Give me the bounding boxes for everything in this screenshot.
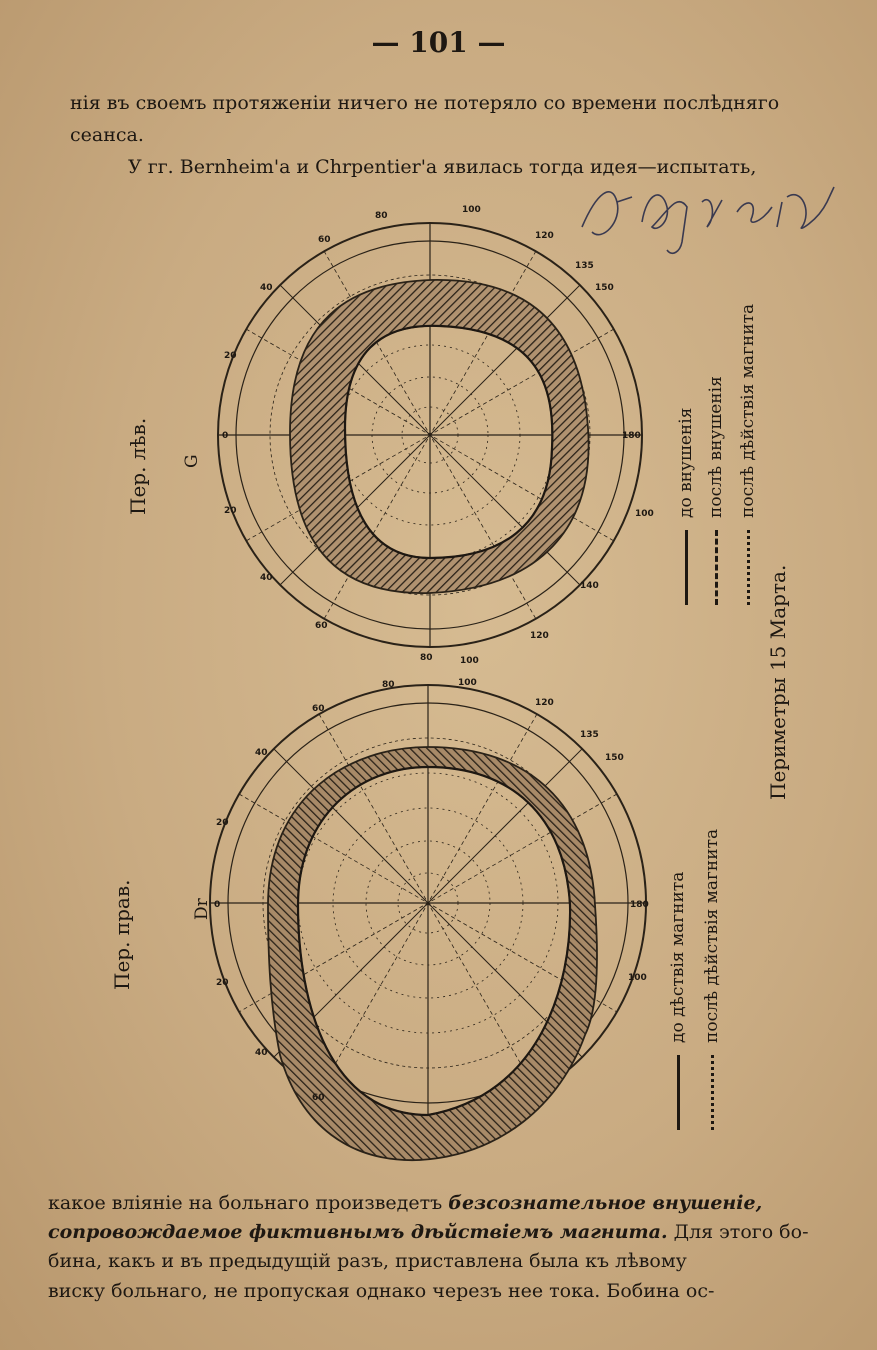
legend-item xyxy=(676,408,696,605)
angle-label-top: 120 xyxy=(535,231,554,241)
angle-label-bottom: 140 xyxy=(580,581,599,591)
angle-label-right: 100 xyxy=(635,509,654,519)
legend-text: до внушенія xyxy=(676,407,696,518)
angle-label-bottom: 80 xyxy=(420,653,433,663)
angle-label-left: 20 xyxy=(216,818,229,828)
legend-item xyxy=(738,304,758,605)
angle-label-bottom: 120 xyxy=(530,631,549,641)
angle-label-left: 40 xyxy=(260,283,273,293)
right-eye-marker: Dr xyxy=(192,898,212,920)
angle-label-bottom: 100 xyxy=(460,656,479,666)
angle-label-right: 100 xyxy=(628,973,647,983)
legend-line-dotted xyxy=(711,1055,714,1130)
angle-label-left: 40 xyxy=(255,748,268,758)
legend-text: послѣ дѣйствія магнита xyxy=(702,828,722,1043)
angle-label-left: 0 xyxy=(222,431,229,441)
left-eye-marker: G xyxy=(182,454,202,468)
angle-label-top: 150 xyxy=(605,753,624,763)
angle-label-left: 20 xyxy=(216,978,229,988)
angle-label-top: 135 xyxy=(580,730,599,740)
angle-label-right: 180 xyxy=(630,900,649,910)
legend-item xyxy=(702,829,722,1130)
angle-label-left: 20 xyxy=(224,506,237,516)
angle-label-top: 80 xyxy=(382,680,395,690)
angle-label-left: 60 xyxy=(312,704,325,714)
text-line-2: сеанса. xyxy=(70,124,144,146)
angle-label-top: 100 xyxy=(458,678,477,688)
angle-label-left: 20 xyxy=(224,351,237,361)
page-number: — 101 — xyxy=(371,26,506,59)
legend-line-solid xyxy=(677,1055,680,1130)
inner-field-boundary xyxy=(345,326,552,558)
legend-line-solid xyxy=(685,530,688,605)
text-line-3: У гг. Bernheim'а и Chrpentier'а явилась тогда идея—испытать, xyxy=(128,156,757,178)
perimeter-chart-left-eye xyxy=(210,198,654,668)
legend-line-dotted xyxy=(747,530,750,605)
text-line-6: бина, какъ и въ предыдущій разъ, приставлена была къ лѣвому xyxy=(48,1250,687,1272)
perimeter-chart-right-eye xyxy=(200,675,660,1170)
angle-label-left: 60 xyxy=(315,621,328,631)
text-line-4: какое вліяніе на больнаго произведетъ безсознательное внушеніе, xyxy=(48,1192,763,1214)
legend-text: послѣ внушенія xyxy=(706,376,726,518)
angle-label-top: 135 xyxy=(575,261,594,271)
text-line-7: виску больнаго, не пропуская однако черезъ нее тока. Бобина ос- xyxy=(48,1280,715,1302)
angle-label-top: 150 xyxy=(595,283,614,293)
angle-label-left: 40 xyxy=(260,573,273,583)
text-line-1: нія въ своемъ протяженіи ничего не потеряло со времени послѣдняго xyxy=(70,92,780,114)
text-line-5: сопровождаемое фиктивнымъ дѣйствіемъ магнита. Для этого бо- xyxy=(48,1221,809,1243)
angle-label-top: 120 xyxy=(535,698,554,708)
legend-text: до дѣствія магнита xyxy=(668,871,688,1043)
angle-label-top: 80 xyxy=(375,211,388,221)
legend-item xyxy=(668,872,688,1130)
legend-text: послѣ дѣйствія магнита xyxy=(738,303,758,518)
figure-caption: Периметры 15 Марта. xyxy=(766,564,790,800)
right-eye-label: Пер. прав. xyxy=(110,879,134,990)
angle-label-left: 40 xyxy=(255,1048,268,1058)
legend-line-dashdot xyxy=(715,530,718,605)
angle-label-left: 60 xyxy=(318,235,331,245)
left-eye-label: Пер. лѣв. xyxy=(126,417,150,515)
angle-label-right: 180 xyxy=(622,431,641,441)
angle-label-left: 0 xyxy=(214,900,221,910)
angle-label-top: 100 xyxy=(462,205,481,215)
legend-item xyxy=(706,376,726,605)
angle-label-left: 60 xyxy=(312,1093,325,1103)
